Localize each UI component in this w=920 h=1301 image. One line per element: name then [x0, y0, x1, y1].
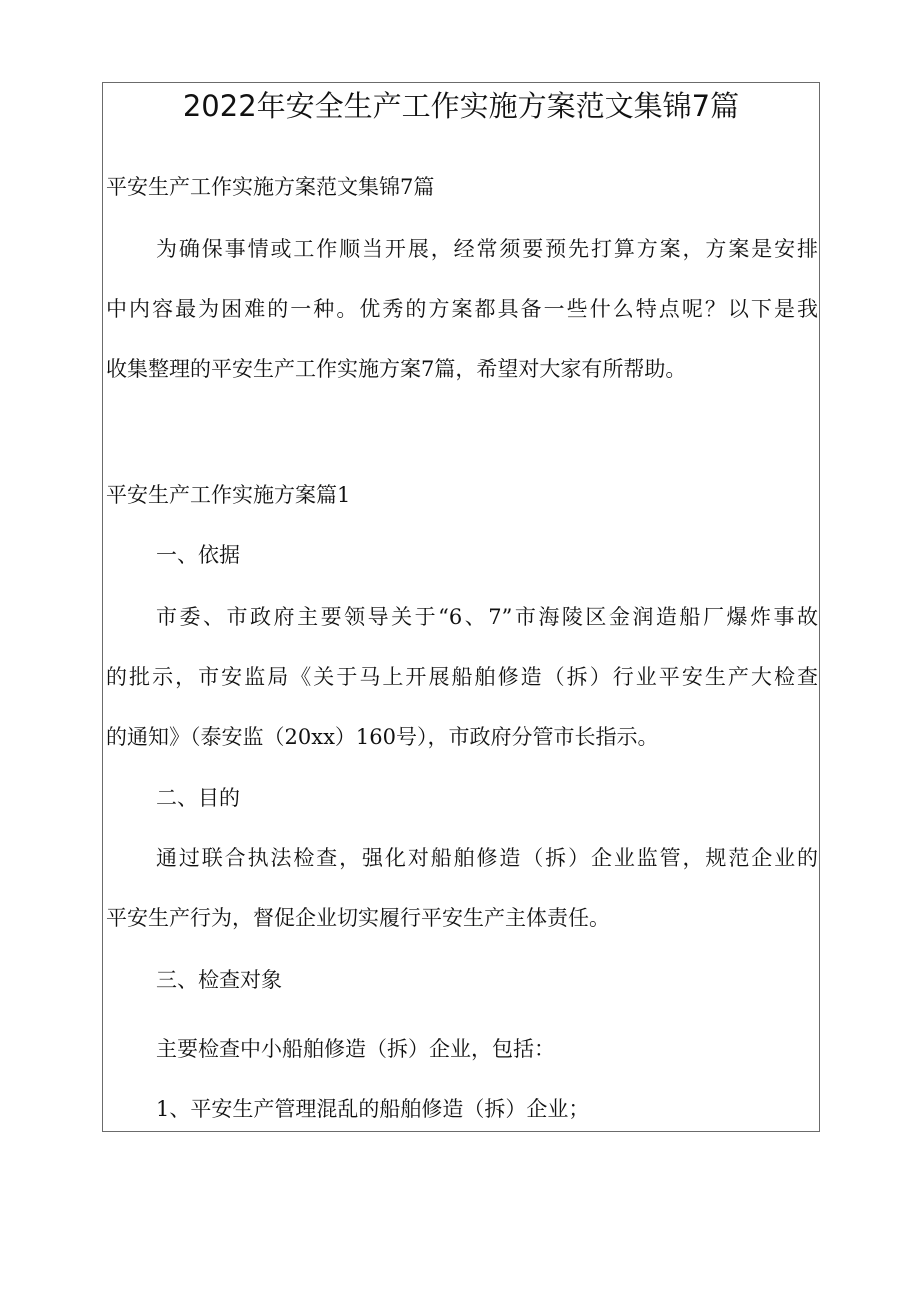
section-heading: 平安生产工作实施方案篇1: [106, 483, 351, 507]
purpose-line-2: 平安生产行为，督促企业切实履行平安生产主体责任。: [106, 906, 610, 930]
target-heading: 三、检查对象: [156, 968, 282, 992]
target-item-1: 1、平安生产管理混乱的船舶修造（拆）企业；: [156, 1097, 590, 1121]
intro-line-2: 中内容最为困难的一种。优秀的方案都具备一些什么特点呢？以下是我: [106, 297, 818, 321]
target-text: 主要检查中小船舶修造（拆）企业，包括：: [156, 1037, 555, 1061]
basis-heading: 一、依据: [156, 543, 240, 567]
document-subtitle: 平安生产工作实施方案范文集锦7篇: [106, 175, 435, 199]
purpose-line-1: 通过联合执法检查，强化对船舶修造（拆）企业监管，规范企业的: [156, 846, 818, 870]
intro-line-1: 为确保事情或工作顺当开展，经常须要预先打算方案，方案是安排: [156, 237, 818, 261]
intro-line-3: 收集整理的平安生产工作实施方案7篇，希望对大家有所帮助。: [106, 357, 687, 381]
basis-line-3: 的通知》（泰安监（20xx）160号），市政府分管市长指示。: [106, 725, 659, 749]
document-title: 2022年安全生产工作实施方案范文集锦7篇: [182, 89, 740, 123]
basis-line-1: 市委、市政府主要领导关于“6、7”市海陵区金润造船厂爆炸事故: [156, 605, 818, 629]
purpose-heading: 二、目的: [156, 786, 240, 810]
basis-line-2: 的批示，市安监局《关于马上开展船舶修造（拆）行业平安生产大检查: [106, 665, 818, 689]
